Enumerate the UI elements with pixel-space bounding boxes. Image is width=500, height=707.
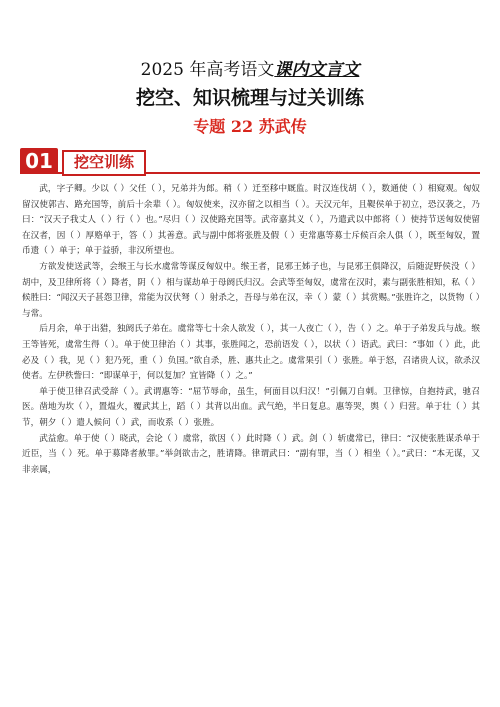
- section-number-badge: 01: [20, 148, 58, 174]
- topic-title: 专题 22 苏武传: [193, 117, 307, 136]
- passage-paragraph: 武，字子卿。少以（ ）父任（ ），兄弟并为郎。稍（ ）迁至移中厩监。时汉连伐胡（ ），数通使（ ）相窥观。匈奴留汉使郭吉、路充国等，前后十余辈（ ）。匈奴使来，汉亦留之以相当（ ）。天汉元年，且鞮侯单于初立，恐汉袭之，乃曰：“汉天子我丈人（ ）行（ ）也。”尽归（ ）汉使路充国等。武帝嘉其义（ ），乃遣武以中郎将（ ）使持节送匈奴使留在汉者，因（ ）厚赂单于，答（ ）其善意。武与副中郎将张胜及假（ ）吏常惠等募士斥候百余人俱（ ），既至匈奴，置币遗（ ）单于；单于益骄，非汉所望也。: [22, 184, 480, 257]
- passage-paragraph: 单于使卫律召武受辞（ ）。武谓惠等：“屈节辱命，虽生，何面目以归汉！”引佩刀自刺。卫律惊，自抱持武，驰召医。凿地为坎（ ），置煴火，覆武其上，蹈（ ）其背以出血。武气绝，半日复息。惠等哭，舆（ ）归营。单于壮（ ）其节，朝夕（ ）遣人候问（ ）武，而收系（ ）张胜。: [22, 386, 480, 428]
- section-title: 挖空训练: [62, 150, 146, 176]
- exam-title-prefix: 2025 年高考语文: [140, 60, 275, 80]
- passage-paragraph: 武益愈。单于使（ ）晓武，会论（ ）虞常，欲因（ ）此时降（ ）武。剑（ ）斩虞常已，律曰：“汉使张胜谋杀单于近臣，当（ ）死。单于募降者赦罪。”举剑欲击之，胜请降。律谓武曰：“副有罪，当（ ）相坐（ ）。”武曰：“本无谋，又非亲属，: [22, 433, 480, 475]
- exam-title: [0, 58, 500, 82]
- passage-paragraph: 方欲发使送武等，会缑王与长水虞常等谋反匈奴中。缑王者，昆邪王姊子也，与昆邪王俱降汉，后随浞野侯没（ ）胡中，及卫律所将（ ）降者，阴（ ）相与谋劫单于母阏氏归汉。会武等至匈奴，虞常在汉时，素与副张胜相知，私（ ）候胜曰：“闻汉天子甚怨卫律，常能为汉伏弩（ ）射杀之，吾母与弟在汉，幸（ ）蒙（ ）其赏赐。”张胜许之，以货物（ ）与常。: [22, 261, 480, 319]
- section-heading: [20, 148, 480, 174]
- document-subtitle: 挖空、知识梳理与过关训练: [135, 87, 364, 109]
- exam-title-highlight: 课内文言文: [274, 60, 360, 80]
- document-header: [0, 58, 500, 140]
- passage-body: [22, 182, 480, 478]
- passage-paragraph: 后月余，单于出猎，独阏氏子弟在。虞常等七十余人欲发（ ），其一人夜亡（ ），告（ ）之。单于子弟发兵与战。缑王等皆死，虞常生得（ ）。单于使卫律治（ ）其事，张胜闻之，恐前语发（ ），以状（ ）语武。武曰：“事如（ ）此，此必及（ ）我，见（ ）犯乃死，重（ ）负国。”欲自杀，胜、惠共止之。虞常果引（ ）张胜。单于怒，召诸贵人议，欲杀汉使者。左伊秩訾曰：“即谋单于，何以复加？宜皆降（ ）之。”: [22, 324, 480, 382]
